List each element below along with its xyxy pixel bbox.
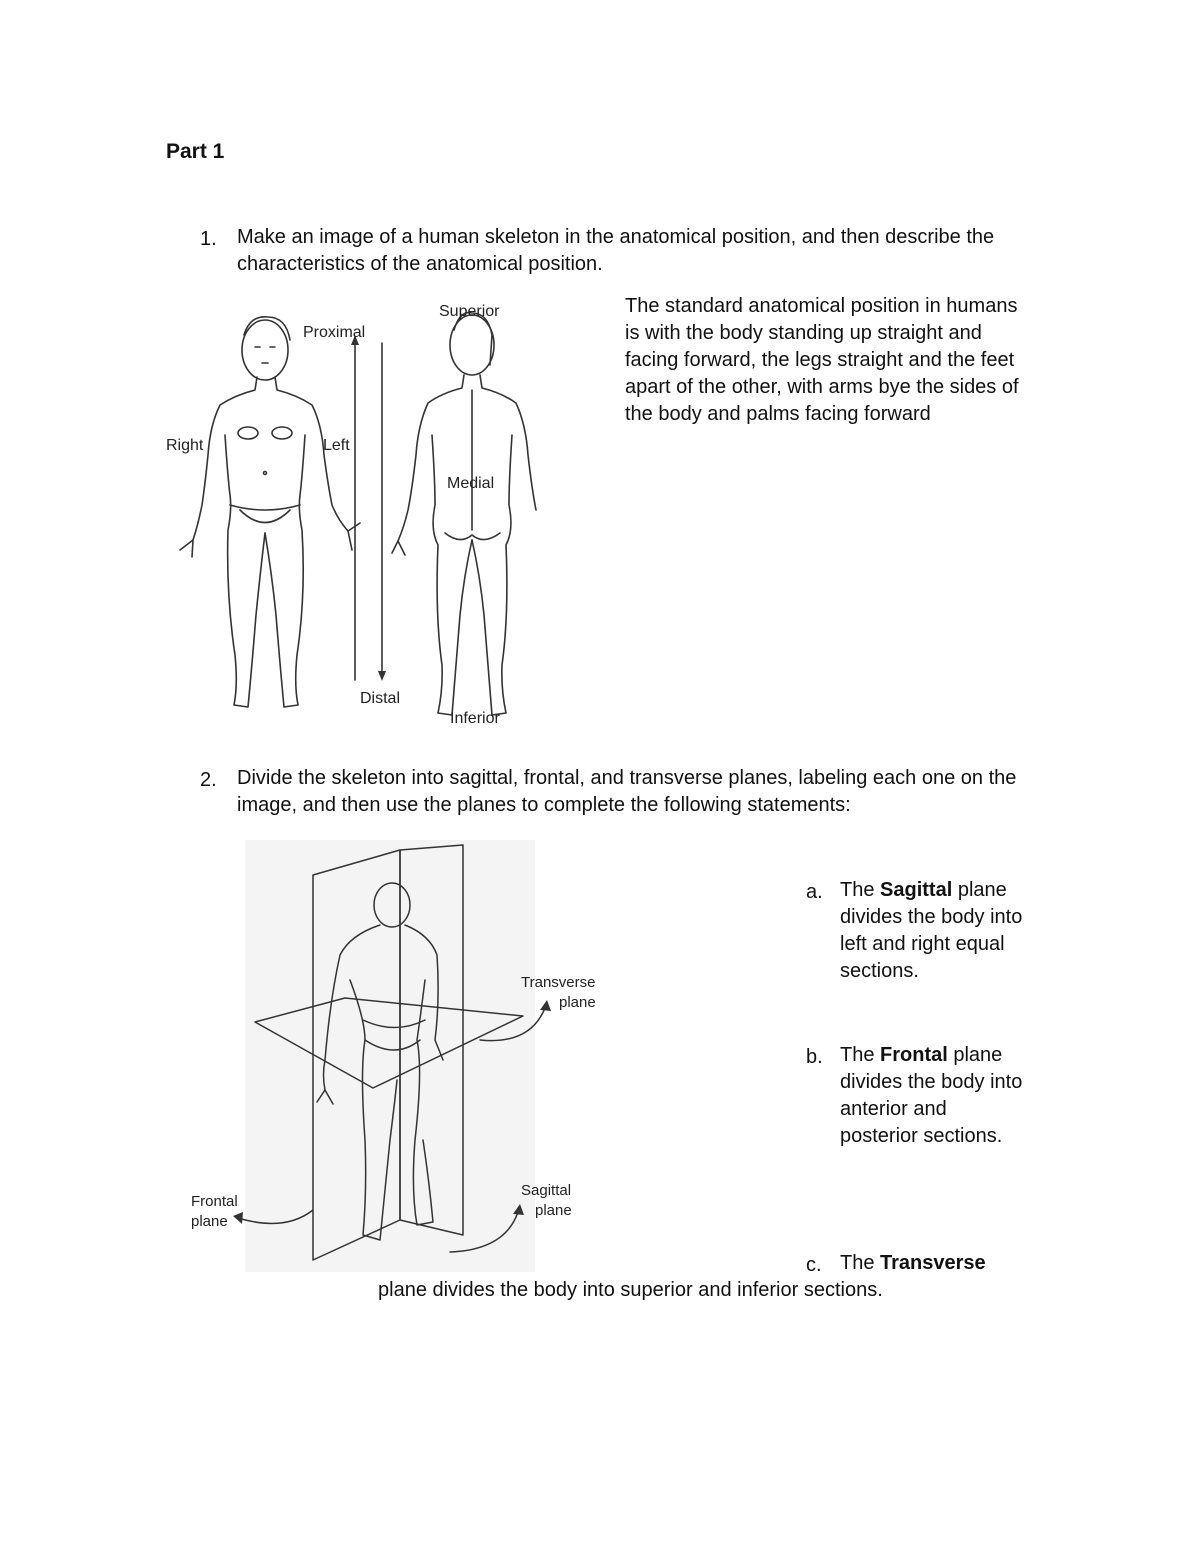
label-sagittal-1: Sagittal	[521, 1182, 572, 1199]
item-a-keyword: Sagittal	[880, 879, 953, 901]
page-heading: Part 1	[166, 140, 225, 163]
label-superior: Superior	[439, 303, 500, 320]
label-frontal-2: plane	[191, 1213, 228, 1230]
label-distal: Distal	[360, 690, 401, 707]
label-transverse-1: Transverse	[521, 974, 596, 991]
label-proximal: Proximal	[303, 324, 366, 341]
body-planes-figure	[185, 840, 610, 1280]
label-medial: Medial	[447, 475, 495, 492]
item-c-continuation: plane divides the body into superior and inferior sections.	[378, 1279, 883, 1301]
item-a-text: The Sagittal plane divides the body into left and right equal sections.	[840, 879, 1023, 982]
label-inferior: Inferior	[450, 710, 500, 727]
question-1-answer: The standard anatomical position in humans is with the body standing up straight and facing forward, the legs straight and the feet apart of the other, with arms bye the sides of the body and palms facing forward	[625, 295, 1019, 425]
label-transverse-2: plane	[559, 994, 596, 1011]
item-c-text: The Transverse	[840, 1252, 986, 1274]
item-b-letter: b.	[806, 1046, 823, 1068]
front-body-drawing	[180, 317, 360, 707]
question-2-number: 2.	[200, 769, 217, 791]
question-1-number: 1.	[200, 228, 217, 250]
label-sagittal-2: plane	[535, 1202, 572, 1219]
label-right: Right	[166, 437, 204, 454]
label-left: Left	[323, 437, 350, 454]
item-b-keyword: Frontal	[880, 1044, 948, 1066]
item-c-keyword: Transverse	[880, 1252, 986, 1274]
back-body-drawing	[392, 313, 536, 715]
question-2-text: Divide the skeleton into sagittal, frontal, and transverse planes, labeling each one on the image, and then use the planes to complete the following statements:	[237, 767, 1017, 816]
item-a-letter: a.	[806, 881, 823, 903]
item-c-letter: c.	[806, 1254, 822, 1276]
anatomical-position-figure	[160, 295, 540, 730]
question-1-text: Make an image of a human skeleton in the anatomical position, and then describe the characteristics of the anatomical position.	[237, 226, 995, 275]
label-frontal-1: Frontal	[191, 1193, 238, 1210]
item-b-text: The Frontal plane divides the body into anterior and posterior sections.	[840, 1044, 1023, 1147]
